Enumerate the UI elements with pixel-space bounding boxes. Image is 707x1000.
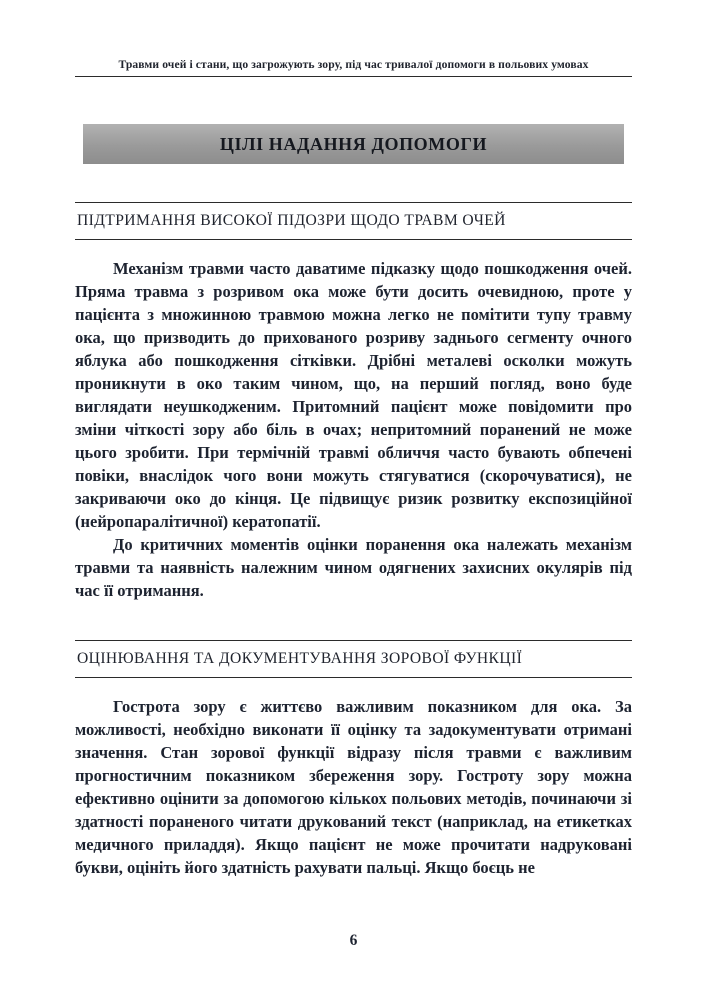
section-visual-function (75, 640, 632, 879)
section-heading-text: ОЦІНЮВАННЯ ТА ДОКУМЕНТУВАННЯ ЗОРОВОЇ ФУНКЦІЇ (77, 650, 523, 667)
chapter-banner (83, 124, 624, 164)
paragraph: Механізм травми часто даватиме підказку щодо пошкодження очей. Пряма травма з розривом ока може бути досить очевидною, проте у пацієнта з множинною травмою можна легко не помітити тупу травму ока, що призводить до прихованого розриву заднього сегменту очного яблука або пошкодження сітківки. Дрібні металеві осколки можуть проникнути в око таким чином, що, на перший погляд, воно буде виглядати неушкодженим. Притомний пацієнт може повідомити про зміни чіткості зору або біль в очах; непритомний поранений не може цього зробити. При термічній травмі обличчя часто бувають обпечені повіки, внаслідок чого вони можуть стягуватися (скорочуватися), не закриваючи око до кінця. Це підвищує ризик розвитку експозиційної (нейропаралітичної) кератопатії. (75, 259, 632, 531)
section-eye-injury-suspicion (75, 202, 632, 602)
chapter-banner-title: ЦІЛІ НАДАННЯ ДОПОМОГИ (219, 134, 488, 154)
section-body (75, 257, 632, 602)
header-divider (75, 76, 632, 77)
section-body (75, 695, 632, 879)
page-content (75, 0, 632, 879)
section-heading (75, 640, 632, 678)
page-number: 6 (349, 932, 358, 949)
paragraph: Гострота зору є життєво важливим показником для ока. За можливості, необхідно виконати її оцінку та задокументувати отримані значення. Стан зорової функції відразу після травми є важливим прогностичним показником збереження зору. Гостроту зору можна ефективно оцінити за допомогою кількох польових методів, починаючи зі здатності пораненого читати друкований текст (наприклад, на етикетках медичного приладдя). Якщо пацієнт не може прочитати надруковані букви, оцініть його здатність рахувати пальці. Якщо боєць не (75, 697, 632, 877)
section-heading-text: ПІДТРИМАННЯ ВИСОКОЇ ПІДОЗРИ ЩОДО ТРАВМ ОЧЕЙ (77, 212, 506, 229)
running-header: Травми очей і стани, що загрожують зору, під час тривалої допомоги в польових умовах (118, 58, 589, 71)
paragraph: До критичних моментів оцінки поранення ока належать механізм травми та наявність належним чином одягнених захисних окулярів під час її отримання. (75, 535, 632, 600)
section-heading (75, 202, 632, 240)
